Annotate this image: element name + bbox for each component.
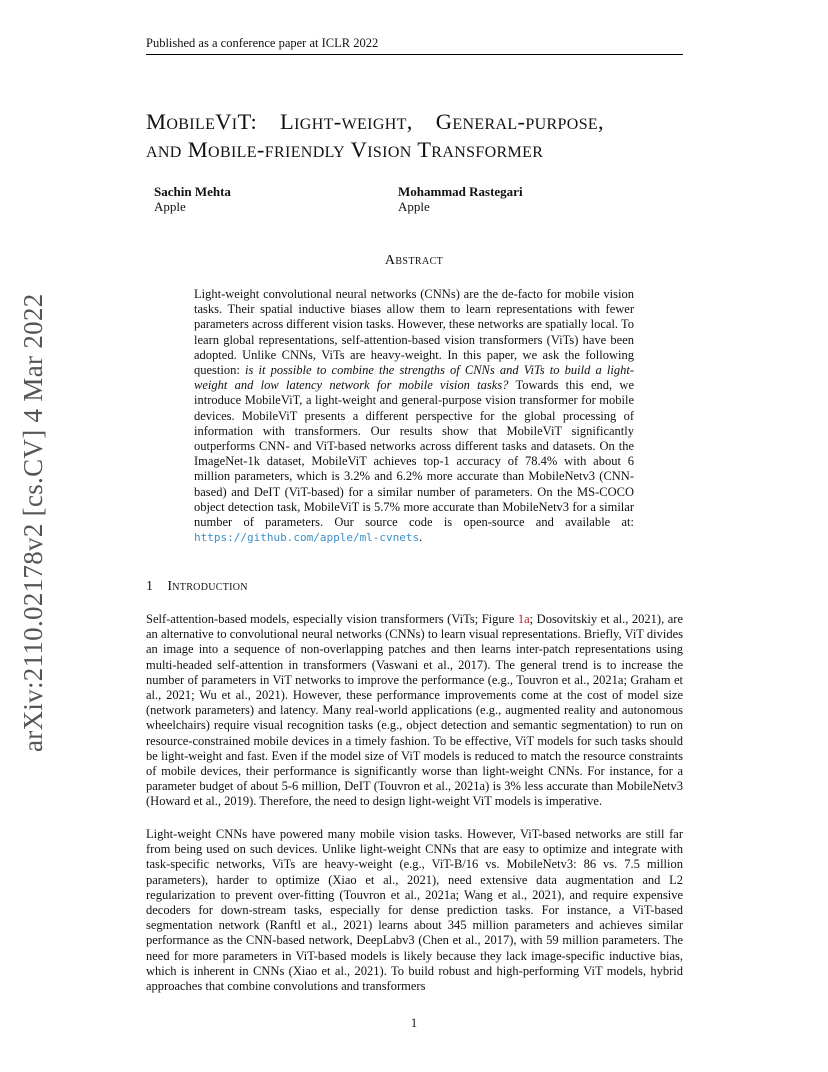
running-header: Published as a conference paper at ICLR 2022 <box>146 36 683 55</box>
arxiv-identifier: arXiv:2110.02178v2 [cs.CV] 4 Mar 2022 <box>18 293 48 752</box>
abstract-end: . <box>419 530 423 545</box>
author-2 <box>398 184 523 214</box>
author-affiliation: Apple <box>154 199 186 214</box>
author-name: Sachin Mehta <box>154 184 231 199</box>
section-number: 1 <box>146 579 154 594</box>
title-line-1: MobileViT: Light-weight, General-purpose, <box>146 109 605 134</box>
section-heading-introduction <box>146 579 248 595</box>
intro-paragraph-2: Light-weight CNNs have powered many mobile vision tasks. However, ViT-based networks are still far from being used on such devices. Unlike light-weight CNNs that are easy to optimize and integrate with task-specific networks, ViTs are heavy-weight (e.g., ViT-B/16 vs. MobileNetv3: 86 vs. 7.5 million parameters), harder to optimize (Xiao et al., 2021), need extensive data augmentation and L2 regularization to prevent over-fitting (Touvron et al., 2021a; Wang et al., 2021), and require expensive decoders for down-stream tasks, especially for dense prediction tasks. For instance, a ViT-based segmentation network (Ranftl et al., 2021) learns about 345 million parameters and achieves similar performance as the CNN-based network, DeepLabv3 (Chen et al., 2017), with 59 million parameters. The need for more parameters in ViT-based models is likely because they lack image-specific inductive bias, which is inherent in CNNs (Xiao et al., 2021). To build robust and high-performing ViT models, hybrid approaches that combine convolutions and transformers <box>146 827 683 994</box>
paper-title <box>146 108 691 164</box>
abstract-heading: Abstract <box>384 253 444 268</box>
author-name: Mohammad Rastegari <box>398 184 523 199</box>
abstract-question: is it possible to combine the strengths of CNNs and ViTs to build a light-weight and low latency network for mobile vision tasks? <box>194 363 634 393</box>
paragraph-text-continued: ; Dosovitskiy et al., 2021), are an alternative to convolutional neural networks (CNNs) to learn visual representations. Briefly, ViT divides an image into a sequence of non-overlapping patches and then learns inter-patch representations using multi-headed self-attention in transformers (Vaswani et al., 2017). The general trend is to increase the number of parameters in ViT networks to improve the performance (e.g., Touvron et al., 2021a; Graham et al., 2021; Wu et al., 2021). However, these performance improvements come at the cost of model size (network parameters) and latency. Many real-world applications (e.g., augmented reality and autonomous wheelchairs) require visual recognition tasks (e.g., object detection and semantic segmentation) to run on resource-constrained mobile devices in a timely fashion. To be effective, ViT models for such tasks should be light-weight and fast. Even if the model size of ViT models is reduced to match the resource constraints of mobile devices, their performance is significantly worse than light-weight CNNs. For instance, for a parameter budget of about 5-6 million, DeIT (Touvron et al., 2021a) is 3% less accurate than MobileNetv3 (Howard et al., 2019). Therefore, the need to design light-weight ViT models is imperative. <box>146 612 683 809</box>
figure-reference-link[interactable]: 1a <box>517 612 530 626</box>
abstract-text-continued: Towards this end, we introduce MobileViT, a light-weight and general-purpose vision transformer for mobile devices. MobileViT presents a different perspective for the global processing of information with transformers. Our results show that MobileViT significantly outperforms CNN- and ViT-based networks across different tasks and datasets. On the ImageNet-1k dataset, MobileViT achieves top-1 accuracy of 78.4% with about 6 million parameters, which is 3.2% and 6.2% more accurate than MobileNetv3 (CNN-based) and DeIT (ViT-based) for a similar number of parameters. On the MS-COCO object detection task, MobileViT is 5.7% more accurate than MobileNetv3 for a similar number of parameters. Our source code is open-source and available at: <box>194 378 634 530</box>
page-number: 1 <box>410 1016 418 1030</box>
paragraph-text: Self-attention-based models, especially vision transformers (ViTs; Figure <box>146 612 518 626</box>
author-affiliation: Apple <box>398 199 430 214</box>
abstract-text: Light-weight convolutional neural networks (CNNs) are the de-facto for mobile vision tasks. Their spatial inductive biases allow them to learn representations with fewer parameters across different vision tasks. However, these networks are spatially local. To learn global representations, self-attention-based vision transformers (ViTs) have been adopted. Unlike CNNs, ViTs are heavy-weight. In this paper, we ask the following question: <box>194 287 634 378</box>
section-title: Introduction <box>167 579 248 594</box>
author-1 <box>154 184 231 214</box>
intro-paragraph-1 <box>146 612 683 810</box>
abstract-body <box>194 287 634 545</box>
source-code-link[interactable]: https://github.com/apple/ml-cvnets <box>194 531 420 545</box>
title-line-2: and Mobile-friendly Vision Transformer <box>146 137 544 162</box>
